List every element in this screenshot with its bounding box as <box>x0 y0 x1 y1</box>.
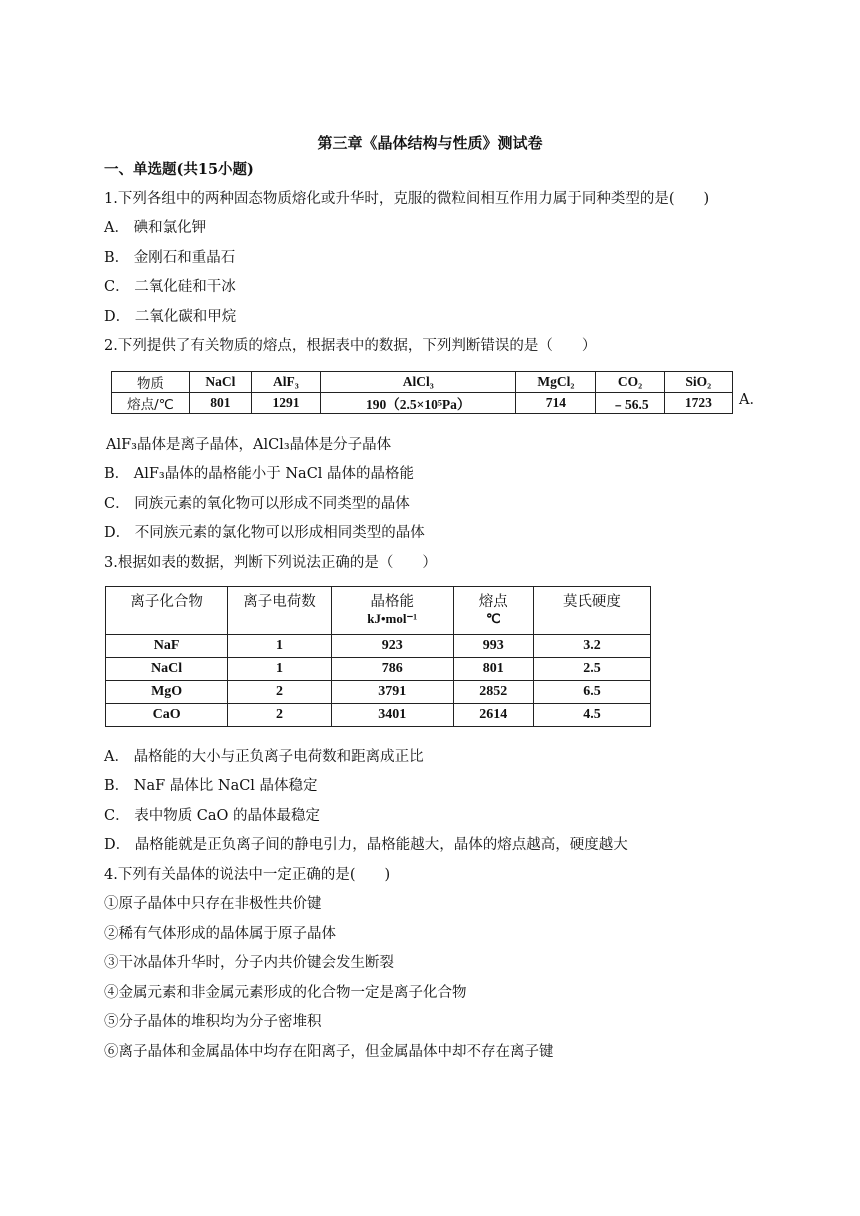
q2-option-d: D． 不同族元素的氯化物可以形成相同类型的晶体 <box>104 525 425 541</box>
table-cell: 2 <box>228 704 332 727</box>
table-header-cell: 离子化合物 <box>106 587 228 635</box>
table-header-row <box>112 372 733 393</box>
table-header-cell: 晶格能 kJ•mol⁻¹ <box>331 587 453 635</box>
table-cell: MgO <box>106 681 228 704</box>
table-cell: 1 <box>228 635 332 658</box>
table-row <box>106 681 651 704</box>
q4-stem: 4.下列有关晶体的说法中一定正确的是( ) <box>104 867 391 883</box>
page-title: 第三章《晶体结构与性质》测试卷 <box>317 134 543 152</box>
table-row <box>106 635 651 658</box>
q1-option-b: B． 金刚石和重晶石 <box>104 250 236 266</box>
q3-option-b: B． NaF 晶体比 NaCl 晶体稳定 <box>104 778 318 794</box>
table-cell: 2614 <box>453 704 533 727</box>
table-cell: 2852 <box>453 681 533 704</box>
table-header-cell: CO₂ <box>596 372 664 393</box>
table-header-cell: AlCl₃ <box>321 372 516 393</box>
table-header-cell: 物质 <box>112 372 190 393</box>
q2-option-c: C． 同族元素的氧化物可以形成不同类型的晶体 <box>104 496 410 512</box>
q4-item-5: ⑤分子晶体的堆积均为分子密堆积 <box>104 1014 322 1030</box>
table-row-label: 熔点/℃ <box>112 393 190 414</box>
table-row <box>112 393 733 414</box>
table-cell: 786 <box>331 658 453 681</box>
table-cell: 6.5 <box>533 681 650 704</box>
table-cell: 923 <box>331 635 453 658</box>
table-cell: 4.5 <box>533 704 650 727</box>
section-heading: 一、单选题(共15小题) <box>104 161 254 178</box>
table-cell: 2 <box>228 681 332 704</box>
q4-item-1: ①原子晶体中只存在非极性共价键 <box>104 896 322 912</box>
table-cell: 801 <box>453 658 533 681</box>
q1-stem: 1.下列各组中的两种固态物质熔化或升华时，克服的微粒间相互作用力属于同种类型的是( ) <box>104 191 710 207</box>
q4-item-4: ④金属元素和非金属元素形成的化合物一定是离子化合物 <box>104 985 467 1001</box>
table-cell: 801 <box>189 393 251 414</box>
q4-item-3: ③干冰晶体升华时，分子内共价键会发生断裂 <box>104 955 394 971</box>
q1-option-a: A． 碘和氯化钾 <box>104 220 207 236</box>
q2-melting-point-table <box>111 371 733 414</box>
q1-option-d: D． 二氧化碳和甲烷 <box>104 309 237 325</box>
table-cell: CaO <box>106 704 228 727</box>
table-header-cell: NaCl <box>189 372 251 393</box>
table-header-cell: 离子电荷数 <box>228 587 332 635</box>
table-header-cell: AlF₃ <box>251 372 320 393</box>
table-header-cell: 熔点 ℃ <box>453 587 533 635</box>
q3-option-a: A． 晶格能的大小与正负离子电荷数和距离成正比 <box>104 749 424 765</box>
q1-option-c: C． 二氧化硅和干冰 <box>104 279 236 295</box>
q4-item-2: ②稀有气体形成的晶体属于原子晶体 <box>104 926 336 942</box>
table-cell: NaCl <box>106 658 228 681</box>
table-cell: NaF <box>106 635 228 658</box>
table-header-cell: MgCl₂ <box>516 372 596 393</box>
table-cell: 714 <box>516 393 596 414</box>
q3-ionic-compound-table <box>105 586 651 727</box>
table-header-cell: 莫氏硬度 <box>533 587 650 635</box>
table-cell: 993 <box>453 635 533 658</box>
table-cell: 1723 <box>664 393 732 414</box>
table-row <box>106 704 651 727</box>
q2-option-b: B． AlF₃晶体的晶格能小于 NaCl 晶体的晶格能 <box>104 466 415 482</box>
q2-stem: 2.下列提供了有关物质的熔点，根据表中的数据，下列判断错误的是（ ） <box>104 338 597 354</box>
table-cell: 190（2.5×10⁵Pa） <box>321 393 516 414</box>
table-cell: 3.2 <box>533 635 650 658</box>
table-cell: 3401 <box>331 704 453 727</box>
table-header-row <box>106 587 651 635</box>
table-cell: 1 <box>228 658 332 681</box>
table-cell: 2.5 <box>533 658 650 681</box>
q2-option-a-letter: A． <box>739 392 764 408</box>
table-row <box>106 658 651 681</box>
q3-option-d: D． 晶格能就是正负离子间的静电引力，晶格能越大，晶体的熔点越高，硬度越大 <box>104 837 628 853</box>
table-header-cell: SiO₂ <box>664 372 732 393</box>
q2-option-a-text: AlF₃晶体是离子晶体，AlCl₃晶体是分子晶体 <box>106 437 392 453</box>
table-cell: ﹣56.5 <box>596 393 664 414</box>
table-cell: 3791 <box>331 681 453 704</box>
q3-option-c: C． 表中物质 CaO 的晶体最稳定 <box>104 808 321 824</box>
q4-item-6: ⑥离子晶体和金属晶体中均存在阳离子，但金属晶体中却不存在离子键 <box>104 1044 554 1060</box>
q3-stem: 3.根据如表的数据，判断下列说法正确的是（ ） <box>104 555 437 571</box>
table-cell: 1291 <box>251 393 320 414</box>
